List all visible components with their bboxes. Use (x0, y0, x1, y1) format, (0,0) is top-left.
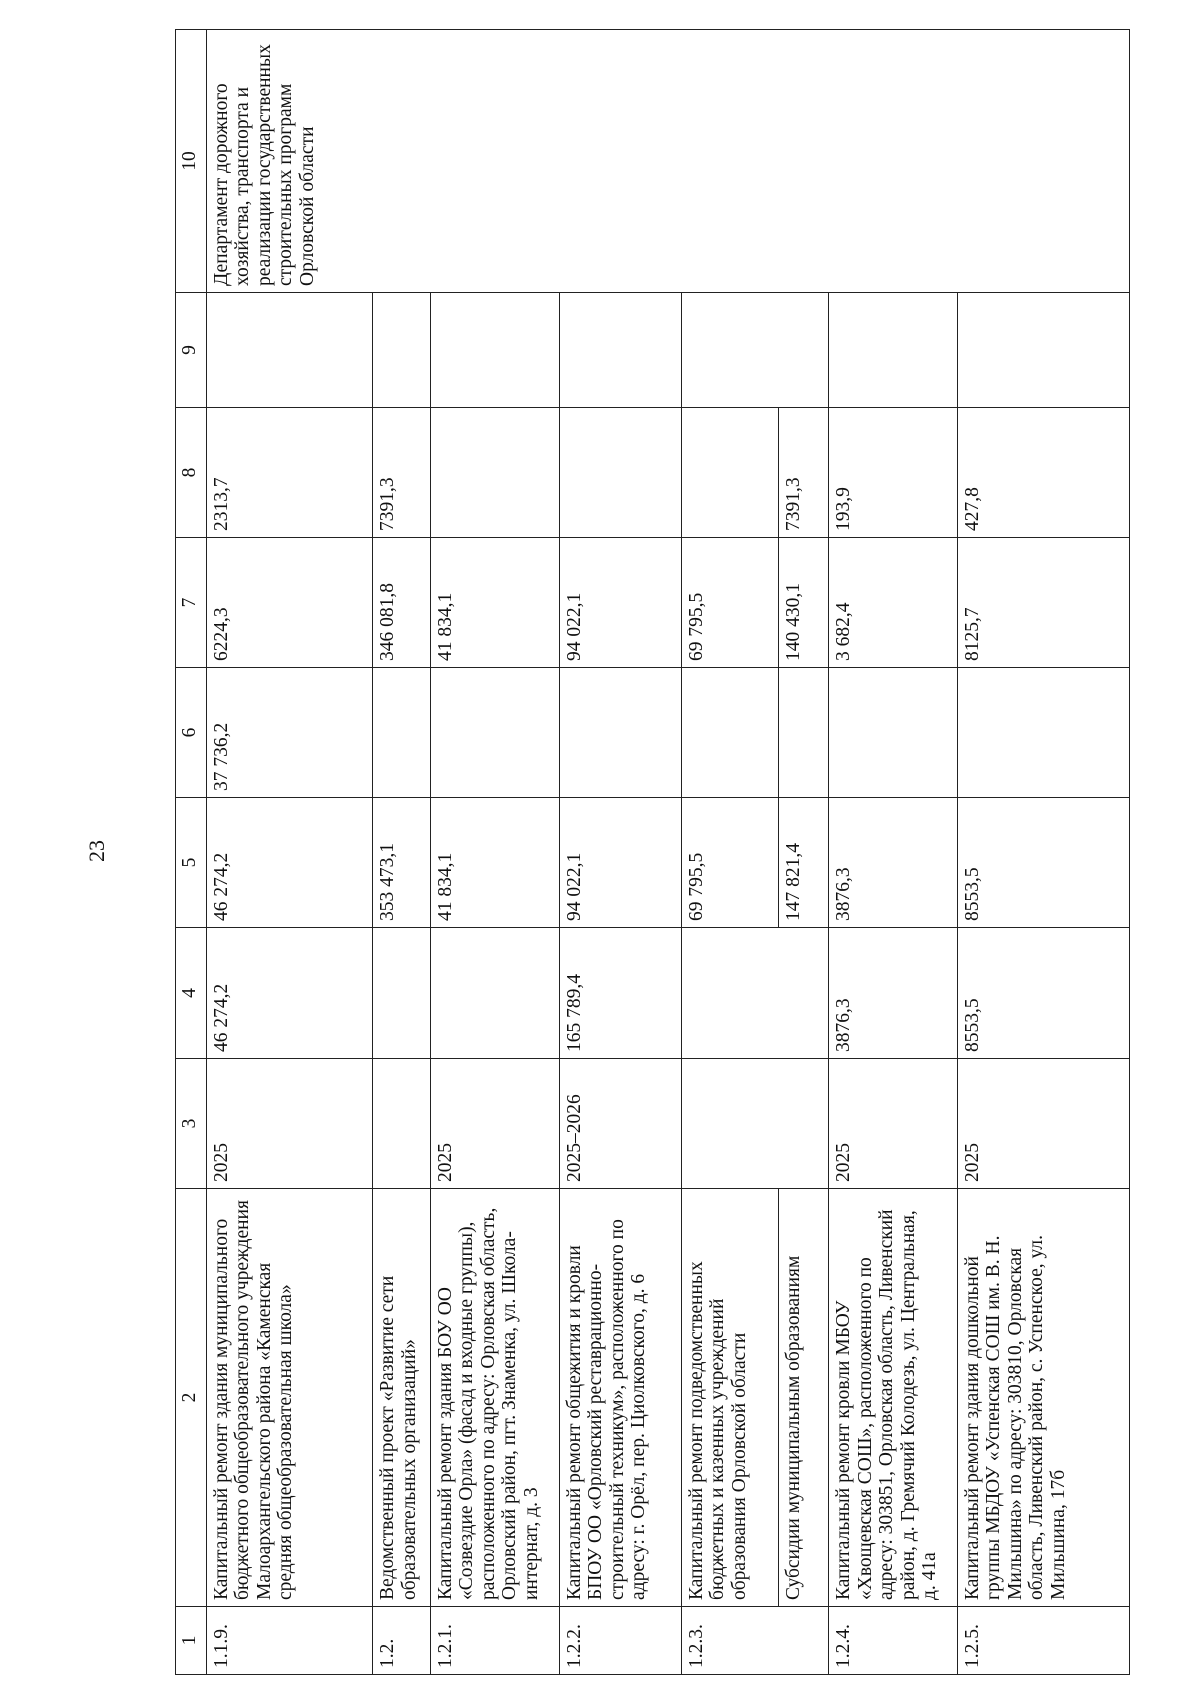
row-name: Ведомственный проект «Развитие сети образовательных организаций» (373, 1189, 431, 1607)
row-value-6 (958, 668, 1130, 798)
row-value-9 (373, 293, 431, 408)
row-value-7: 6224,3 (207, 538, 373, 668)
row-value-9 (681, 293, 779, 408)
row-name: Капитальный ремонт общежития и кровли БПОУ ОО «Орловский реставрационно-строительный техникум», расположенного по адресу: г. Орёл, пер. Циолковского, д. 6 (559, 1189, 681, 1607)
row-value-9 (207, 293, 373, 408)
row-number: 1.2.3. (681, 1607, 779, 1675)
row-number: 1.2.5. (958, 1607, 1130, 1675)
row-name: Капитальный ремонт подведомственных бюджетных и казенных учреждений образования Орловской области (681, 1189, 779, 1607)
row-period: 2025 (430, 1059, 559, 1189)
row-number: 1.2. (373, 1607, 431, 1675)
row-value-5: 94 022,1 (559, 798, 681, 928)
row-value-6 (779, 668, 829, 798)
column-header: 6 (176, 668, 207, 798)
row-value-4: 165 789,4 (559, 928, 681, 1059)
row-name: Субсидии муниципальным образованиям (779, 1189, 829, 1607)
table-row (207, 30, 373, 1675)
row-period: 2025 (829, 1059, 958, 1189)
row-number (779, 1607, 829, 1675)
column-header: 9 (176, 293, 207, 408)
row-value-5: 353 473,1 (373, 798, 431, 928)
row-value-8 (430, 408, 559, 538)
row-value-8: 427,8 (958, 408, 1130, 538)
row-value-8 (681, 408, 779, 538)
column-header: 3 (176, 1059, 207, 1189)
row-value-8: 7391,3 (373, 408, 431, 538)
row-period (681, 1059, 779, 1189)
row-value-4 (430, 928, 559, 1059)
responsible-agency: Департамент дорожного хозяйства, транспорта и реализации государственных строительных программ Орловской области (207, 30, 1130, 293)
column-header: 1 (176, 1607, 207, 1675)
row-value-7: 346 081,8 (373, 538, 431, 668)
row-value-6 (559, 668, 681, 798)
row-value-4 (779, 928, 829, 1059)
row-value-4: 46 274,2 (207, 928, 373, 1059)
row-period (373, 1059, 431, 1189)
row-value-9 (779, 293, 829, 408)
row-number: 1.2.2. (559, 1607, 681, 1675)
page-number: 23 (84, 840, 109, 862)
row-value-6 (829, 668, 958, 798)
row-name: Капитальный ремонт кровли МБОУ «Хвощевская СОШ», расположенного по адресу: 303851, Орловская область, Ливенский район, д. Гремячий Колодезь, ул. Центральная, д. 41а (829, 1189, 958, 1607)
row-value-8: 7391,3 (779, 408, 829, 538)
row-name: Капитальный ремонт здания муниципального бюджетного общеобразовательного учреждения Малоархангельского района «Каменская средняя общеобразовательная школа» (207, 1189, 373, 1607)
row-value-9 (559, 293, 681, 408)
row-value-5: 147 821,4 (779, 798, 829, 928)
row-number: 1.2.4. (829, 1607, 958, 1675)
row-value-7: 3 682,4 (829, 538, 958, 668)
row-value-4 (681, 928, 779, 1059)
row-value-8: 193,9 (829, 408, 958, 538)
row-value-6 (430, 668, 559, 798)
row-value-7: 140 430,1 (779, 538, 829, 668)
row-period: 2025 (958, 1059, 1130, 1189)
row-value-5: 69 795,5 (681, 798, 779, 928)
row-value-8: 2313,7 (207, 408, 373, 538)
row-value-9 (958, 293, 1130, 408)
program-table (175, 29, 1130, 1675)
row-value-7: 69 795,5 (681, 538, 779, 668)
row-value-7: 94 022,1 (559, 538, 681, 668)
column-header: 4 (176, 928, 207, 1059)
row-value-4 (373, 928, 431, 1059)
row-value-9 (829, 293, 958, 408)
column-header: 5 (176, 798, 207, 928)
row-value-5: 8553,5 (958, 798, 1130, 928)
row-name: Капитальный ремонт здания дошкольной группы МБДОУ «Успенская СОШ им. В. Н. Мильшина» по адресу: 303810, Орловская область, Ливенский район, с. Успенское, ул. Мильшина, 17б (958, 1189, 1130, 1607)
row-value-5: 3876,3 (829, 798, 958, 928)
row-value-7: 8125,7 (958, 538, 1130, 668)
row-value-4: 8553,5 (958, 928, 1130, 1059)
row-value-6 (373, 668, 431, 798)
row-period: 2025–2026 (559, 1059, 681, 1189)
row-number: 1.1.9. (207, 1607, 373, 1675)
row-value-4: 3876,3 (829, 928, 958, 1059)
row-name: Капитальный ремонт здания БОУ ОО «Созвездие Орла» (фасад и входные группы), расположенного по адресу: Орловская область, Орловский район, пгт. Знаменка, ул. Школа-интернат, д. 3 (430, 1189, 559, 1607)
row-period: 2025 (207, 1059, 373, 1189)
row-period (779, 1059, 829, 1189)
row-value-6 (681, 668, 779, 798)
row-number: 1.2.1. (430, 1607, 559, 1675)
row-value-6: 37 736,2 (207, 668, 373, 798)
row-value-9 (430, 293, 559, 408)
column-header: 2 (176, 1189, 207, 1607)
column-header: 10 (176, 30, 207, 293)
row-value-7: 41 834,1 (430, 538, 559, 668)
column-header: 7 (176, 538, 207, 668)
row-value-5: 46 274,2 (207, 798, 373, 928)
column-header: 8 (176, 408, 207, 538)
column-number-row (176, 30, 207, 1675)
rotated-table-container (175, 30, 1130, 1675)
row-value-5: 41 834,1 (430, 798, 559, 928)
row-value-8 (559, 408, 681, 538)
